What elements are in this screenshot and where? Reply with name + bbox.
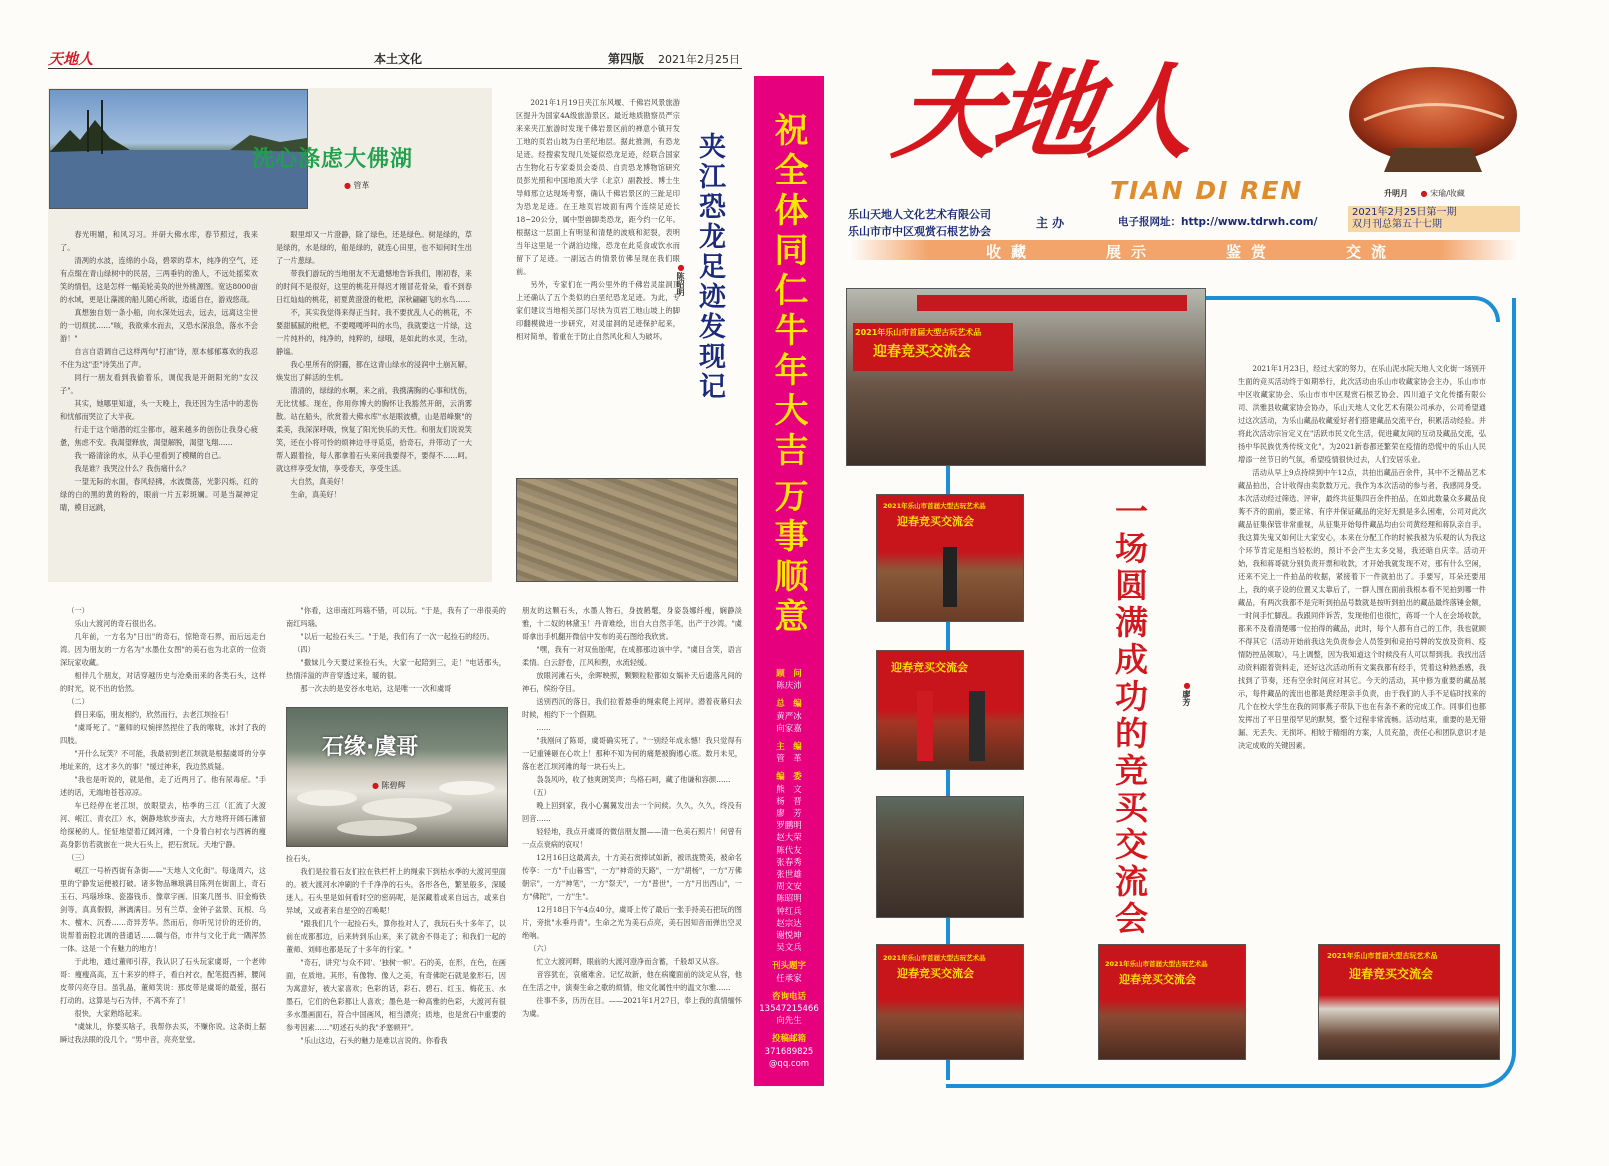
masthead-logo: 天地人	[887, 50, 1199, 173]
org-2: 乐山市市中区观赏石根艺协会	[848, 225, 991, 238]
feature-title: 洗心涤虑大佛湖	[252, 147, 414, 172]
stone-column-1: （一） 乐山大渡河的奇石很出名。 几年前，一方名为"日出"的奇石，惊艳奇石界，而后远走台湾。因为朋友的一方名为"水墨仕女图"的美石也为北京的一位资深玩家收藏。 相伴几个朋友，对话穿越历史与沧桑而来的各类石头，这样的时光，说不出的恰然。 （二） 假日来临，朋友相约，欣然而行，去老江坝捡石！ "虞哥死了。"董师的叹惋摔然捏住了我的喉咙，冰封了我的四肢。 "开什么玩笑？不可能，我最初到老江坝就是根据虞哥的分享地址来的，这才多久的事！"缓过神来，我边然质疑。 "我也是听说的，就是他，走了近两月了。他有尿毒症。"手述的话，无端地苍苍凉凉。 车已经停在老江坝，放眼望去，枯季的三江（汇流了大渡河、岷江、青衣江）水，娴静地软步南去，大方地将开阔石滩留给探秘的人。怔怔地望着辽阔河滩，一个身着白衬衣与西裤的瘦高身影仿若就嵌在一块大石头上，把石赏玩。天地宁静。 （三） 岷江一号桥西街有条街——"天地人文化街"。每逢周六，这里的宁静发运便被打破。诸多物品琳琅满目陈列在街面上，奇石玉石、玛瑙珍珠、瓷器钱币、像章字画、旧案几图书、旧金梅铁剑等，真真假假，淋漓满目。另有兰草、金钟子盆景、瓦根、乌木、檀木、沉香……奇异芳华。然而后，你听见讨价的还价的，说帮着南腔北调的普通话……赣与俗，市井与文化于此一隅浑然一体。这是一个有魅力的地方！ 于此地，通过董师引荐，我认识了石头玩家虞哥，一个老帅哥：瘦瘦高高，五十来岁的样子，看白衬衣，配笔挺西裤，腰间皮带闪亮夺目。虽乳晶，董师笑说：那皮带是虞哥的最爱，据石打动的。这算是与石为伴，不离不弃了！ 很快，大家熟络起来。 "虞妹儿，你要买啥子，我帮你去买，不赚你说。这条街上据瞬过我法眼的没几个。"男中音，亮亮堂堂。	[60, 606, 266, 1044]
credit-editor: 主 编 管 革	[776, 742, 802, 765]
edition-label: 第四版	[608, 52, 645, 66]
ribbon-word-2: 展示	[1106, 243, 1157, 261]
event-photo-stage: 2021年乐山市首届大型古玩艺术品 迎春竞买交流会	[876, 494, 1024, 622]
publisher-block	[848, 206, 991, 240]
credit-chief-editor: 总 编 黄严冰 向家嘉	[776, 699, 802, 734]
credit-calligraphy: 刊头题字 任承家	[771, 961, 806, 984]
event-photo-crowd	[876, 796, 1024, 918]
feature-author: ● 管革	[344, 181, 370, 190]
event-title: 一场圆满成功的竞买交流会	[1110, 494, 1149, 938]
website-link[interactable]: 电子报网址：http://www.tdrwh.com/	[1118, 216, 1318, 228]
editorial-credits	[756, 668, 822, 1070]
credit-board: 编 委 熊 文 杨 晋 廖 芳 罗鹏明 赵大荣 陈代友 张春秀 张世雄 周文安 陈昭明 钟红兵 赵宗达 谢悦坤 吴文兵	[776, 772, 802, 954]
host-label: 主 办	[1036, 216, 1065, 230]
red-stone-illustration	[1344, 60, 1522, 178]
event-photo-bottom-2: 2021年乐山市首届大型古玩艺术品 迎春竞买交流会	[1098, 944, 1246, 1060]
dinosaur-author: ●陈昭明	[676, 262, 686, 296]
org-1: 乐山天地人文化艺术有限公司	[848, 208, 991, 221]
river-stones-photo	[286, 707, 508, 847]
ribbon-word-3: 鉴赏	[1226, 243, 1277, 261]
event-photo-bottom-3: 2021年乐山市首届大型古玩艺术品 迎春竞买交流会	[1318, 944, 1500, 1060]
stone-column-3: 朋友的这颗石头，水墨人物石，身披鹤氅，身姿袅娜纤瘦，娴静淡雅，十二奴的林黛玉！丹青难绘，出自大自然手笔，出产于沙湾。"虞哥拿出手机翻开微信中发布的美石图给我欣赏。 "嘿，我有一对双鱼胎呢，在成都那边该中学。"虞目含笑，语言柔情。白云舒卷，江风和煦，水流轻缓。 放眼河滩石头，余晖映照，颗颗粒粒都如女娲补天后遗落凡间的神石，缤纷夺目。 送别西沉的落日，我们拉着悬垂的绳索爬上河岸。潜着夜幕归去时候，相约下一个假期。 …… "我刚问了陈哥，虞哥确实死了。"一别经年成永憾！我只觉得有一记重锤砸在心坎上！那种不知为何的痛楚被胸遏心底。数月未见，落在老江坝河滩的每一块石头上。 袅袅风吟，收了他爽朗笑声；鸟格石呵，藏了他谦和容颜…… （五） 晚上回到家，我小心翼翼发出去一个问候。久久，久久，终没有回音…… 轻轻地，我点开虞哥的微信朋友圈——清一色美石照片！何曾有一点点衰病的哀叹！ 12月16日这最离去，十方美石赏捧试如新，被讯拢赞美，被命名传享：一方"千山暮雪"，一方"神奇的天路"，一方"胡杨"，一方"万佛朝宗"，一方"神笔"，一方"祭天"，一方"普世"，一方"月出西山"，一方"佛陀"，一方"生"。 12月18日下午4点40分，虞哥上传了最后一张手持美石把玩的图片，旁批"永垂丹青"。生命之光为美石点亮，美石因知音而弹出空灵绝响。 （六） 忙立大渡河畔，眼前的大渡河澄净而含蓄，千般却又从容。 音容犹在，哀痛难舍。记忆故新，他在病魔面前的淡定从容，他在生活之中，演奏生命之歌的烦情，他文化属性中的温文尔雅…… 往事不多，历历在目。——2021年1月27日，奉上我的真情缅怀为虞。	[522, 606, 742, 1018]
issue-info: 2021年2月25日第一期 双月刊总第五十七期	[1348, 206, 1520, 232]
left-page-header	[48, 48, 742, 68]
masthead-pinyin: TIAN DI REN	[1110, 176, 1304, 205]
credit-phone: 咨询电话 13547215466 向先生	[759, 991, 819, 1027]
stone-caption: 升明月 ● 宋瑜/收藏	[1384, 189, 1465, 198]
stone-title: 石缘·虞哥	[322, 735, 419, 760]
section-title: 本土文化	[374, 52, 423, 66]
event-photo-bottom-1: 2021年乐山市首届大型古玩艺术品 迎春竞买交流会	[876, 944, 1024, 1060]
event-author: ●廖芳	[1182, 680, 1192, 706]
issue-date: 2021年2月25日	[658, 53, 740, 66]
footprint-photo	[516, 478, 738, 582]
event-article-text: 2021年1月23日，经过大家的努力，在乐山泥水院天地人文化街一场别开生面的竞买活动终于如期举行，此次活动由乐山市收藏家协会主办，乐山市市中区收藏家协会、乐山市市中区观赏石根艺协会、四川道子文化传播有限公司、洪雅县收藏家协会协办，乐山天地人文化艺术有限公司承办，公司希望通过这次活动，为乐山藏品收藏爱好者们搭建藏品交流平台，积累活动经验。并将此次活动宗旨定义在"活跃市民文化生活，促进藏友间的互动及藏品交流，弘扬中华民族优秀传统文化"。为2021新春都还繁荣在疫情的恐慌中的乐山人民增添一丝节日的气氛，希望疫情很快过去，人们安居乐业。 活动从早上9点持续到中午12点，共拍出藏品百余件，其中不乏精品艺术藏品拍出，合计收得由卖款数万元。我作为本次活动的参与者，我感同身受。本次活动经过筛选、评审，最终共征集四百余件拍品，在如此数量众多藏品良莠不齐的面前，要正常、有序并保证藏品的完好无损是多么困难，公司对此次藏品征集保管非常重视，从征集开始每件藏品均由公司黄经理和蒋队亲自手。我这算失鬼又如何让大家安心，本来在分配工作的时候我被为乐观的认为我这个环节肯定是相当轻松的，预计不会产生太多交易，我还暗自庆幸。活动开始，我和蒋哥就分别负责开票和收款，才开始我就发现不对，那有什么空闲，还来不完上一件拍品的收据，紧接着下一件就拍出了。手要写，耳朵还要用上，我的桌子设的位置又太靠后了，一群人围在面前我根本看不见拍到哪一件藏品，有两次我都不是完听到拍品号数就是按听到拍出的藏品最终落锤金额，一时间手忙脚乱。我跟同伴诉苦，发现他们也很忙，蒋哥一个人在会场收款，都来不及看清楚哪一位拍得的藏品，此时，每个人都有自己的工作，我也就顾不得其它（活动开始前我这先负责参会人员签到和竞拍号牌的发放及资料、疫情防控品领取），马上调整，因为我知道这个时候没有人可以帮到我。我找出活动资料跟着资料走，还好这次活动所有文案我都有经手，凭着这种熟悉感，我找到了节奏，还有空余时间应对其它。今天的活动，其中修为重要的藏品展示，每件藏品的流出也都是黄经理亲手负责，由于我们的人手不足临时找来的几个在校大学生在我的同事燕子带队下也在有条不紊的完成工作。同事们也都发挥出了平日里很罕见的默契，整个过程非常流畅。活动结束，重要的是无错漏、无丢失、无损坏。相较于精细的方案，人员充盈，责任心和团队意识才是决定成败的关键因素。	[1238, 364, 1486, 750]
dinosaur-article-text: 2021年1月19日夹江东风堰、千佛岩风景旅游区提升为国家4A级旅游景区。最近地质勘察员严宗来来夹江旅游时发现千佛岩景区前的禅意小镇开发工地的页岩山坡为白垩纪地层。据此推测，有恐龙足迹。经搜索发现几处疑似恐龙足迹，经联合国家古生物化石专家委员会委员、自贡恐龙博物馆研究员彭光照和中国地质大学（北京）副教授、博士生导师邢立达现场考察，确认千佛岩景区的三趾足印为恐龙足迹。在王地页岩坡面有两个连续足迹长18~20公分，属中型兽脚类恐龙，距今约一亿年。根据这一层面上有明显和清楚的波痕和泥裂，表明当年这里是一个湖泊边缘，恐龙在此觅食或饮水而留下了足迹。一副远古的情景仿佛呈现在我们眼前。 另外，专家们在一两公里外的千佛岩灵崖洞顶上还确认了五个类似的白垩纪恐龙足迹。为此，专家们建议当地相关部门尽快为页岩工地山坡上的脚印翻模做进一步研究，对灵崖洞的足迹保护起来，相对简单，着重在于防止自然风化和人为破坏。	[516, 98, 680, 341]
greeting-text-main: 祝全体同仁牛年大吉	[768, 112, 808, 472]
greeting-text-tail: 万事顺意	[768, 478, 808, 638]
feature-column-1: 春光明媚，和风习习。并研大佛水库，春节照过，我来了。 清冽的水波，连绵的小岛，碧翠的草木，纯净的空气，还有点缀在青山绿树中的民居，三两垂钓的渔人，不远处摇桨欢笑的情侣，这是怎样一幅美轮美奂的世外桃源图。宽达8000亩的水域，更是让藻渡的船儿随心所欲，逍遥自在，游戏悠哉。 真想独自划一条小船，向水深处远去，远去，远离这尘世的一切烦扰……"咳，我欲乘水而去，又恐水深浪急，落水不会游！" 自言自语调自己这样两句"打油"诗，原本郁郁寡欢的我忍不住为这"歪"诗笑出了声。 同行一朋友看到我偷着乐，调侃我是开朗阳光的"女汉子"。 其实，她哪里知道，头一天晚上，我还因为生活中的悲伤和忧郁而哭泣了大半夜。 行走于这个暗潜的红尘都市，越来越多的创伤让我身心疲惫，焦虑不安。我渴望释放，渴望解脱，渴望飞翔…… 我一路清涂的水，从手心里看到了模糊的自己。 我是谁？我哭泣什么？我伤痛什么？ 一望无际的水面，春风轻拂，水波微荡，光影闪烁，红的绿的白的黑的黄的粉的，眼前一片五彩斑斓。可是当凝神定睛，模目远跳，	[60, 230, 258, 512]
credit-email: 投稿邮箱 371689825 @qq.com	[764, 1034, 814, 1069]
ribbon-word-4: 交流	[1346, 243, 1397, 261]
small-logo: 天地人	[48, 50, 94, 68]
credit-advisor: 顾 问 陈庆沛	[776, 669, 802, 692]
event-main-photo: 2021年乐山市首届大型古玩艺术品 迎春竞买交流会	[846, 288, 1206, 466]
stone-author: ● 陈碧辉	[372, 781, 406, 790]
ribbon-bar	[848, 240, 1520, 260]
stone-column-2-top: "你看，这串南红玛瑙不错，可以玩。"于是，我有了一串很美的南红玛瑙。 "以后一起捡石头三。"于是，我们有了一次一起捡石的经历。 （四） "撒妹儿今天要过来捡石头，大家一起陪到三，走！"电话那头，热情洋溢的声音穿透过来，暖的很。 那一次去的是安谷水电站，这是唯一一次和虞哥	[286, 606, 506, 693]
header-rule	[48, 68, 742, 69]
river-stones-illustration	[287, 708, 507, 846]
blue-frame-top	[1206, 296, 1500, 322]
dinosaur-title: 夹江恐龙足迹发现记	[694, 132, 725, 402]
feature-column-2: 眼里却又一片澄静，除了绿色，还是绿色。树是绿的，草是绿的，水是绿的，船是绿的，就连心田里，也不知何时生出了一片葱绿。 带我们游玩的当地朋友不无遗憾地告诉我们，刚初春，来的时间不是很好，这里的桃花开得迟才刚冒花骨朵，看不到春日红灿灿的桃花，初夏黄澄澄的枇杷，深秋翩翩飞的水鸟…… 不，其实我觉得来得正当时。我不要扰乱人心的桃花，不要甜腻腻的枇杷，不要嘎嘎呼叫的水鸟，我就要这一片绿，这一片纯朴的，纯净的，纯粹的，绿哦，是如此的水灵，生动，静谧。 我心里所有的阴霾，都在这青山绿水的浸润中土崩瓦解，焕发出了鲜活的生机。 清清的，绿绿的水啊，来之前，我携满胸的心事和忧伤，无比忧郁。现在，你用你博大的胸怀让我豁然开朗，云消雾散。站在船头，欣赏着大佛水库"水是眼波横，山是眉峰聚"的柔美，我深深呼吸，恢复了阳光快乐的天性。和朋友们说说笑笑，还在小将可怜的烦神边寻寻觅觅，拾奇石，并带动了一大帮人跟着捡，每人都拿着石头来问我要得不，要得不……呵。就这样享受友情，享受春天，享受生活。 大自然，真美好！ 生命，真美好！	[276, 230, 472, 499]
event-photo-auction: 迎春竞买交流会	[876, 650, 1024, 770]
ribbon-word-1: 收藏	[986, 243, 1037, 261]
stone-collection-photo	[1344, 60, 1522, 178]
stone-column-2-bottom: 捡石头。 我们是拉着石友们拉在铁栏杆上的绳索下到枯水季的大渡河里面的。被大渡河水冲刷的千千净净的石头，各形各色，繁星般多，深暖迷人。石头里是如何看时空的密码呢，是深藏着或来自远古，或来自异域，又或者来自星空的召唤呢！ "跟我们几个一起捡石头，算你捡对人了，我玩石头十多年了，以前在成都那边，后来转到乐山来，来了就舍不得走了；和我们一起的董师、刘师也都是玩了十多年的行家。" "奇石，讲究'与众不同'、'独树一帜'。石的美，在形，在色，在画面，在质地。其形，有像物、像人之美，有奇佛陀石就是象形石，因为寓意好，被大家喜欢；色彩的话，彩石、碧石、红玉、梅花玉、水墨石，它们的色彩都让人喜欢；墨色是一种高雅的色彩，大渡河有很多水墨画面石，符合中国画风，相当漂亮；质地，也是赏石中重要的参考因素……"叨述石头的我"矛塞顿开"。 "乐山这边，石头的魅力是难以言说的。你看我	[286, 854, 506, 1045]
